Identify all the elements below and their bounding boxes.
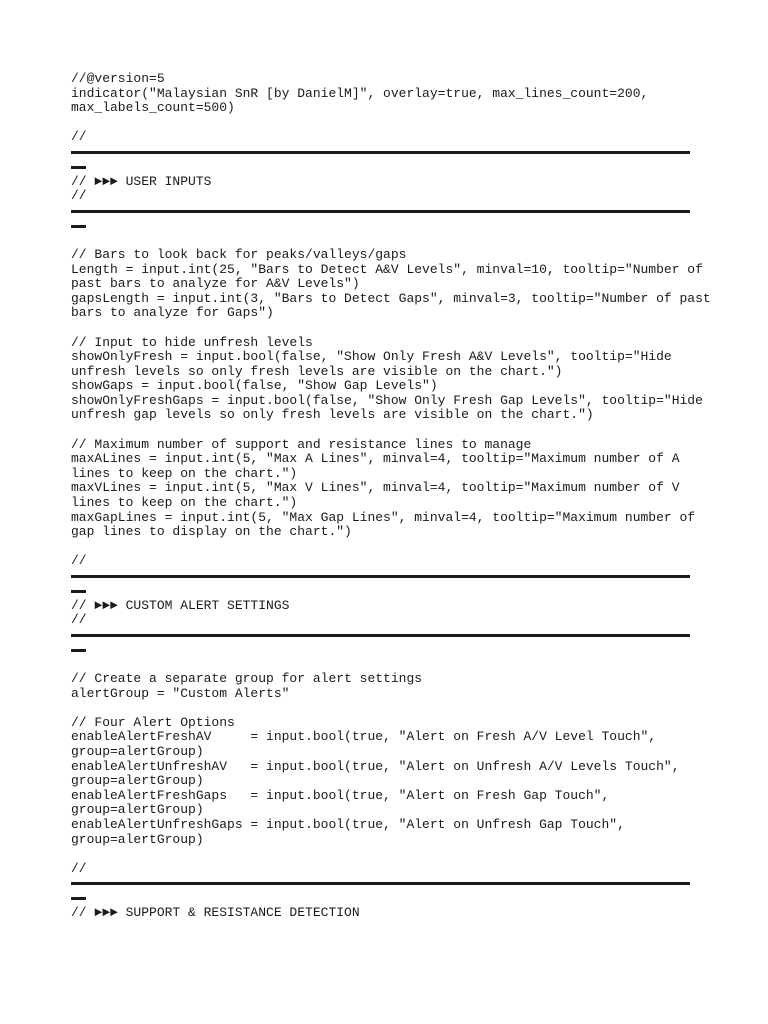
divider-rule-tail [71,219,691,234]
bars-lookback-block [71,246,711,321]
code-line: indicator("Malaysian SnR [by DanielM]", overlay=true, max_lines_count=200, [71,85,649,101]
code-line: Length = input.int(25, "Bars to Detect A&V Levels", minval=10, tooltip="Number of [71,261,703,277]
code-line: // Create a separate group for alert settings [71,670,423,686]
code-line: max_labels_count=500) [71,100,235,116]
code-line: enableAlertUnfreshAV = input.bool(true, "Alert on Unfresh A/V Levels Touch", [71,758,680,774]
code-line: unfresh gap levels so only fresh levels are visible on the chart.") [71,407,594,423]
code-line: // Maximum number of support and resistance lines to manage [71,436,532,452]
divider-rule [71,628,691,643]
code-line: lines to keep on the chart.") [71,465,298,481]
code-line: // Bars to look back for peaks/valleys/gaps [71,246,407,262]
divider-rule [71,569,691,584]
comment-line: // [71,188,87,204]
code-line: maxALines = input.int(5, "Max A Lines", minval=4, tooltip="Maximum number of A [71,451,680,467]
code-line: showGaps = input.bool(false, "Show Gap Levels") [71,378,438,394]
code-line: showOnlyFreshGaps = input.bool(false, "Show Only Fresh Gap Levels", tooltip="Hide [71,392,703,408]
code-line: lines to keep on the chart.") [71,495,298,511]
comment-line: // [71,860,87,876]
blank-line [71,233,691,248]
code-line: // Four Alert Options [71,714,235,730]
code-line: enableAlertFreshAV = input.bool(true, "Alert on Fresh A/V Level Touch", [71,729,657,745]
divider-rule-tail [71,891,691,906]
code-document [71,71,711,920]
code-line: enableAlertFreshGaps = input.bool(true, "Alert on Fresh Gap Touch", [71,787,610,803]
blank-line [71,847,691,862]
section-banner-user-inputs [71,130,691,233]
code-line: //@version=5 [71,71,165,86]
code-line: bars to analyze for Gaps") [71,305,274,321]
code-line: enableAlertUnfreshGaps = input.bool(true, "Alert on Unfresh Gap Touch", [71,816,625,832]
comment-line: // [71,553,87,569]
alert-group-block [71,672,691,701]
code-line: unfresh levels so only fresh levels are visible on the chart.") [71,363,563,379]
blank-line [71,701,691,716]
hide-unfresh-block [71,334,703,424]
code-line: maxGapLines = input.int(5, "Max Gap Lines", minval=4, tooltip="Maximum number of [71,509,696,525]
divider-rule-tail [71,643,691,658]
header-block [71,72,691,116]
code-line: past bars to analyze for A&V Levels") [71,276,360,292]
divider-rule [71,876,691,891]
code-line: group=alertGroup) [71,802,204,818]
code-line: showOnlyFresh = input.bool(false, "Show Only Fresh A&V Levels", tooltip="Hide [71,349,672,365]
blank-line [71,116,691,131]
section-title: // ►►► USER INPUTS [71,173,212,189]
code-line: group=alertGroup) [71,743,204,759]
blank-line [71,423,691,438]
blank-line [71,540,691,555]
comment-line: // [71,129,87,145]
alert-options-block [71,716,691,847]
section-banner-sr-detection [71,862,691,921]
comment-line: // [71,612,87,628]
code-line: maxVLines = input.int(5, "Max V Lines", minval=4, tooltip="Maximum number of V [71,480,680,496]
section-title: // ►►► SUPPORT & RESISTANCE DETECTION [71,904,360,920]
divider-rule [71,204,691,219]
divider-rule [71,145,691,160]
code-line: group=alertGroup) [71,831,204,847]
divider-rule-tail [71,584,691,599]
max-lines-block [71,436,696,540]
code-line: group=alertGroup) [71,773,204,789]
code-line: gapsLength = input.int(3, "Bars to Detect Gaps", minval=3, tooltip="Number of past [71,290,711,306]
code-line: alertGroup = "Custom Alerts" [71,685,290,701]
code-line: // Input to hide unfresh levels [71,334,313,350]
code-line: gap lines to display on the chart.") [71,524,352,540]
blank-line [71,321,691,336]
divider-rule-tail [71,160,691,175]
section-title: // ►►► CUSTOM ALERT SETTINGS [71,597,290,613]
section-banner-custom-alerts [71,554,691,657]
blank-line [71,657,691,672]
